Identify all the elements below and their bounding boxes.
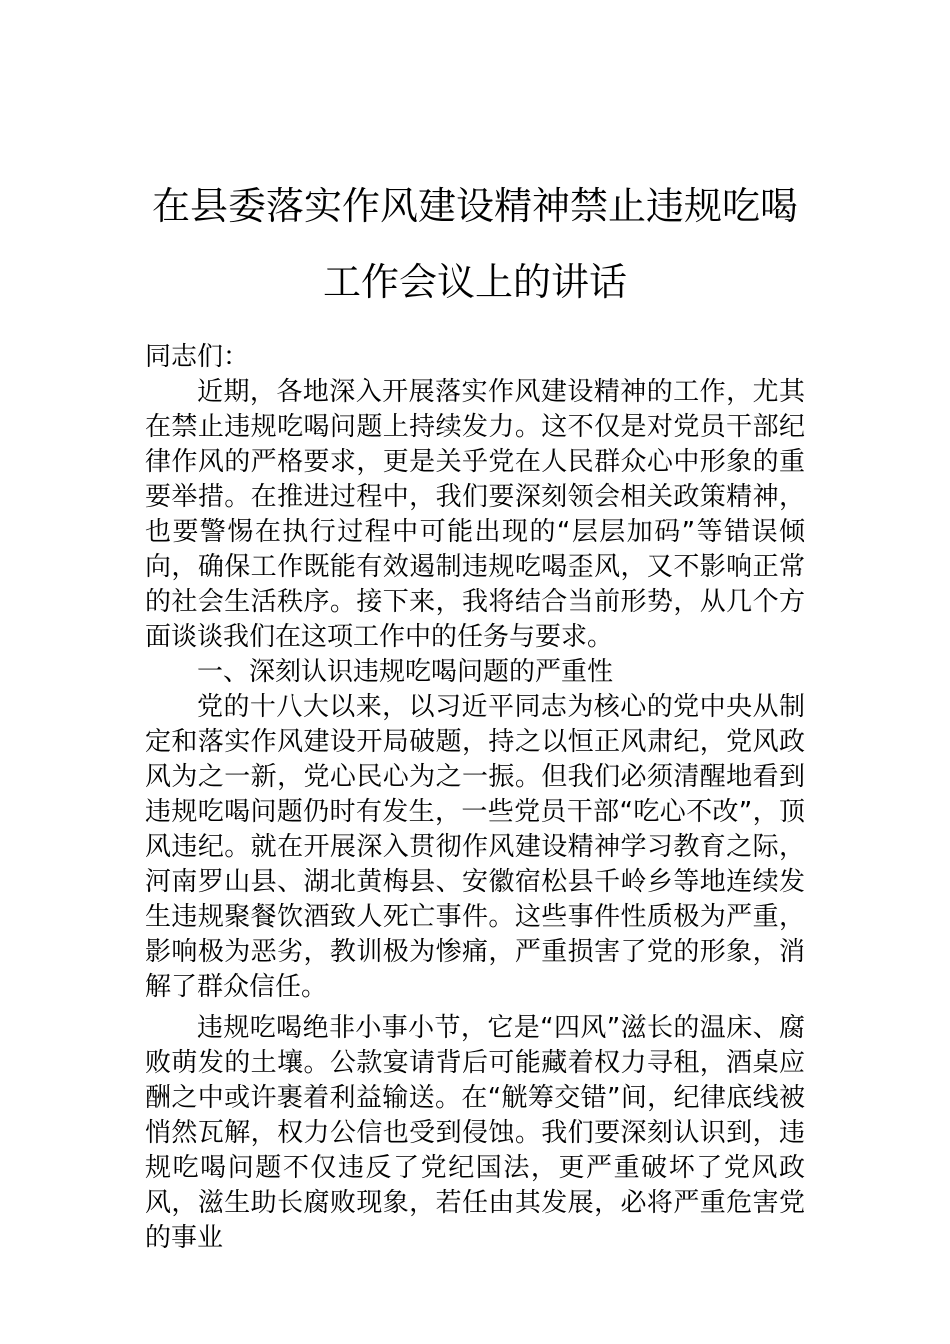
section-heading: 一、深刻认识违规吃喝问题的严重性 (197, 657, 614, 687)
paragraph-intro: 近期，各地深入开展落实作风建设精神的工作，尤其在禁止违规吃喝问题上持续发力。这不仅是对党员干部纪律作风的严格要求，更是关乎党在人民群众心中形象的重要举措。在推进过程中，我们要深刻领会相关政策精神，也要警惕在执行过程中可能出现的“层层加码”等错误倾向，确保工作既能有效遏制违规吃喝歪风，又不影响正常的社会生活秩序。接下来，我将结合当前形势，从几个方面谈谈我们在这项工作中的任务与要求。 (145, 377, 805, 652)
salutation: 同志们： (145, 342, 250, 372)
document-title: 在县委落实作风建设精神禁止违规吃喝工作会议上的讲话 (151, 184, 798, 304)
paragraph: 党的十八大以来，以习近平同志为核心的党中央从制定和落实作风建设开局破题，持之以恒正风肃纪，党风政风为之一新，党心民心为之一振。但我们必须清醒地看到违规吃喝问题仍时有发生，一些党员干部“吃心不改”，顶风违纪。就在开展深入贯彻作风建设精神学习教育之际，河南罗山县、湖北黄梅县、安徽宿松县千岭乡等地连续发生违规聚餐饮酒致人死亡事件。这些事件性质极为严重，影响极为恶劣，教训极为惨痛，严重损害了党的形象，消解了群众信任。 (145, 692, 805, 1002)
paragraph: 违规吃喝绝非小事小节，它是“四风”滋长的温床、腐败萌发的土壤。公款宴请背后可能藏着权力寻租，酒桌应酬之中或许裹着利益输送。在“觥筹交错”间，纪律底线被悄然瓦解，权力公信也受到侵蚀。我们要深刻认识到，违规吃喝问题不仅违反了党纪国法，更严重破坏了党风政风，滋生助长腐败现象，若任由其发展，必将严重危害党的事业 (145, 1013, 805, 1253)
document-body (145, 340, 805, 1256)
